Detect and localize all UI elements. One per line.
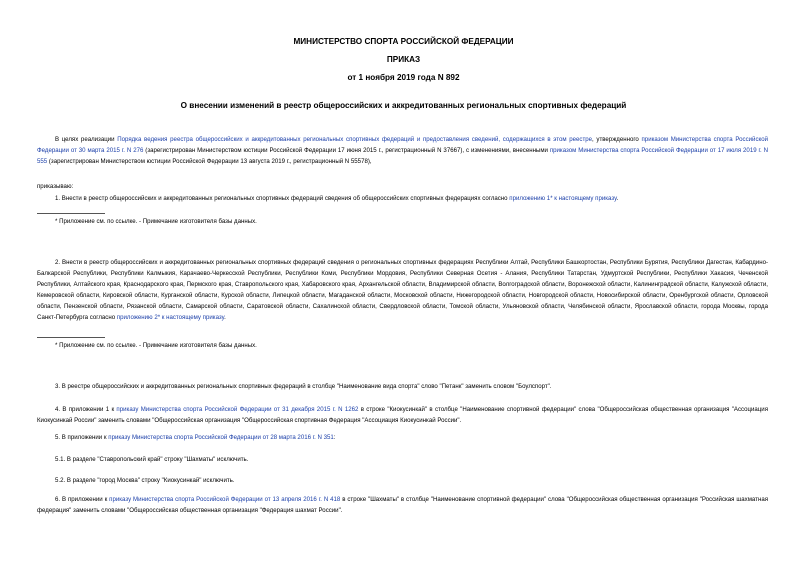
item-5-text-2: : — [333, 434, 336, 441]
item-2 — [37, 257, 768, 323]
ministry-heading: МИНИСТЕРСТВО СПОРТА РОССИЙСКОЙ ФЕДЕРАЦИИ — [293, 37, 514, 46]
order-276-link[interactable]: приказом Министерства спорта Российской Федерации от 30 марта 2015 г. N 276 — [37, 136, 769, 154]
item-4-text-1: 4. В приложении 1 к — [55, 406, 117, 413]
item-2-text: 2. Внести в реестр общероссийских и аккредитованных региональных спортивных федераций сведения о региональных спортивных федерациях Республики Алтай, Республики Башкортостан, Республики Бурятия, Республики Дагестан, Кабардино-Балкарской Республики, Республики Калмыкия, Карачаево-Черкесской Республики, Республики Коми, Республики Мордовия, Республики Северная Осетия - Алания, Республики Татарстан, Удмуртской Республики, Республики Хакасия, Чеченской Республики, Алтайского края, Краснодарского края, Пермского края, Ставропольского края, Хабаровского края, Архангельской области, Владимирской области, Волгоградской области, Воронежской области, Калининградской области, Калужской области, Кемеровской области, Кировской области, Курганской области, Курской области, Липецкой области, Магаданской области, Московской области, Нижегородской области, Новгородской области, Новосибирской области, Оренбургской области, Орловской области, Пензенской области, Рязанской области, Самарской области, Саратовской области, Сахалинской области, Свердловской области, Томской области, Ульяновской области, Челябинской области, Ярославской области, города Москвы, города Санкт-Петербурга согласно — [37, 259, 768, 321]
item-1-text: 1. Внести в реестр общероссийских и аккредитованных региональных спортивных федераций сведения об общероссийских спортивных федерациях согласно — [55, 195, 510, 202]
item-1-end: . — [616, 195, 619, 202]
doc-type-heading: ПРИКАЗ — [386, 55, 421, 64]
procedure-link[interactable]: Порядка ведения реестра общероссийских и аккредитованных региональных спортивных федераций и предоставления сведений, содержащихся в этом реестре — [117, 136, 593, 143]
intro-text-3: (зарегистрирован Министерством юстиции Российской Федерации 17 июня 2015 г., регистрационный N 37667), с изменениями, внесенными — [143, 147, 550, 154]
intro-text-4: (зарегистрирован Министерством юстиции Российской Федерации 13 августа 2019 г., регистрационный N 55578), — [47, 158, 372, 165]
order-555-link[interactable]: приказом Министерства спорта Российской Федерации от 17 июля 2019 г. N 555 — [37, 147, 769, 165]
order-418-link[interactable]: приказу Министерства спорта Российской Федерации от 13 апреля 2016 г. N 418 — [109, 496, 341, 503]
item-1 — [37, 193, 768, 204]
item-2-end: . — [224, 314, 226, 321]
order-word: приказываю: — [37, 183, 74, 190]
document-title: О внесении изменений в реестр общероссийских и аккредитованных региональных спортивных федераций — [180, 101, 627, 110]
item-5-1: 5.1. В разделе "Ставропольский край" строку "Шахматы" исключить. — [55, 456, 249, 463]
appendix-1-link[interactable]: приложению 1* к настоящему приказу — [509, 195, 617, 202]
footnote-2: * Приложение см. по ссылке. - Примечание изготовителя базы данных. — [55, 342, 257, 349]
footnote-divider-2 — [37, 337, 105, 338]
intro-text-1: В целях реализации — [55, 136, 118, 143]
intro-text-2: , утвержденного — [592, 136, 642, 143]
appendix-2-link[interactable]: приложению 2* к настоящему приказу — [116, 314, 225, 321]
footnote-1: * Приложение см. по ссылке. - Примечание изготовителя базы данных. — [55, 218, 257, 225]
item-4 — [37, 404, 768, 426]
item-6-text-1: 6. В приложении к — [55, 496, 110, 503]
item-5-2: 5.2. В разделе "город Москва" строку "Киокусинкай" исключить. — [55, 477, 235, 484]
order-351-link[interactable]: приказу Министерства спорта Российской Федерации от 28 марта 2016 г. N 351 — [108, 434, 334, 441]
order-1262-link[interactable]: приказу Министерства спорта Российской Федерации от 31 декабря 2015 г. N 1262 — [116, 406, 359, 413]
item-5-text-1: 5. В приложении к — [55, 434, 109, 441]
item-3: 3. В реестре общероссийских и аккредитованных региональных спортивных федераций в столбце "Наименование вида спорта" слово "Петанк" заменить словом "Боулспорт". — [55, 383, 552, 390]
intro-paragraph — [37, 134, 768, 167]
date-number-heading: от 1 ноября 2019 года N 892 — [347, 73, 460, 82]
item-6-text-2: в строке "Шахматы" в столбце "Наименование спортивной федерации" слова "Общероссийская общественная организация "Российская шахматная федерация" заменить словами "Общероссийская общественная организация "Федерация шахмат России". — [37, 496, 769, 514]
footnote-divider-1 — [37, 213, 105, 214]
item-4-text-2: в строке "Киокусинкай" в столбце "Наименование спортивной федерации" слова "Общероссийская общественная организация "Ассоциация Киокусинкай России" заменить словами "Общероссийская организация "Общероссийская спортивная Федерация "Ассоциация Киокусинкай России". — [37, 406, 768, 424]
item-5 — [37, 432, 768, 443]
item-6 — [37, 494, 768, 516]
